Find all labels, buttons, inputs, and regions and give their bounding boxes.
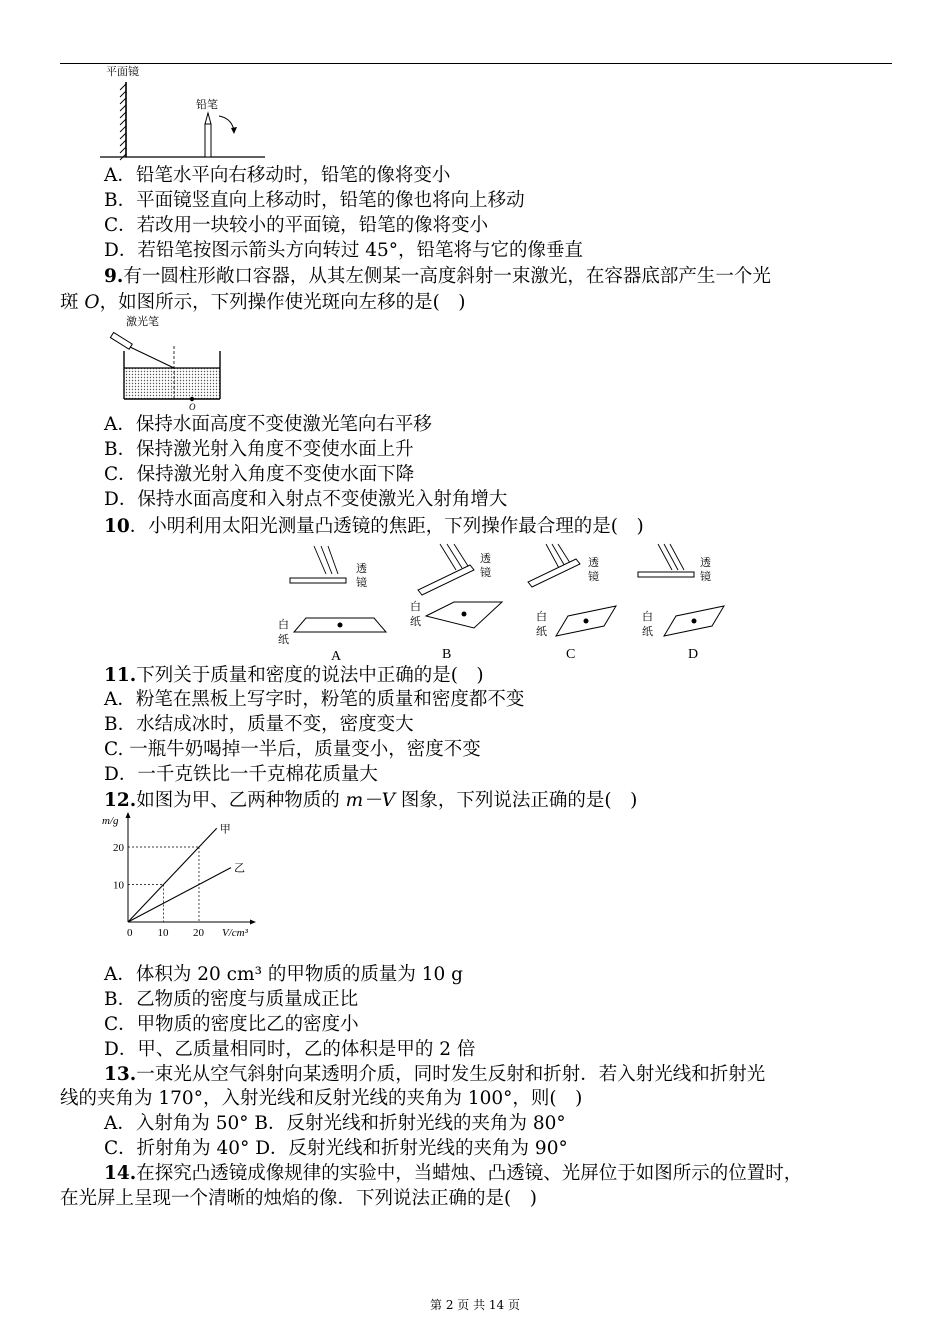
q10-stem: 10．小明利用太阳光测量凸透镜的焦距，下列操作最合理的是( ) (104, 516, 644, 537)
svg-text:纸: 纸 (642, 625, 653, 638)
q12-option-b: B．乙物质的密度与质量成正比 (104, 989, 359, 1010)
svg-text:镜: 镜 (700, 570, 711, 583)
q13-options-cd: C．折射角为 40° D．反射光线和折射光线的夹角为 90° (104, 1138, 568, 1159)
x-tick-0: 0 (127, 927, 133, 939)
lens-figure-c (522, 540, 632, 662)
svg-text:白: 白 (410, 600, 421, 613)
q8-option-c: C．若改用一块较小的平面镜，铅笔的像将变小 (104, 215, 489, 236)
y-tick-10: 10 (113, 879, 124, 892)
y-tick-20: 20 (113, 842, 124, 854)
svg-text:纸: 纸 (410, 615, 421, 628)
series-line-0 (128, 828, 217, 922)
svg-text:镜: 镜 (356, 576, 367, 589)
svg-text:纸: 纸 (536, 625, 547, 638)
caption-c: C (566, 647, 576, 662)
q9-stem-line1: 9.有一圆柱形敞口容器，从其左侧某一高度斜射一束激光，在容器底部产生一个光 (104, 266, 771, 287)
q13-stem-line1: 13.一束光从空气斜射向某透明介质，同时发生反射和折射．若入射光线和折射光 (104, 1064, 766, 1085)
q12-stem: 12.如图为甲、乙两种物质的 m－V 图象，下列说法正确的是( ) (104, 790, 638, 811)
caption-a: A (331, 649, 342, 664)
q9-stem-line2: 斑 O，如图所示，下列操作使光斑向左移的是( ) (60, 292, 466, 313)
spot-o-label: O (189, 402, 196, 412)
q13-stem-line2: 线的夹角为 170°，入射光线和反射光线的夹角为 100°，则( ) (60, 1088, 583, 1109)
x-tick-20: 20 (193, 927, 204, 939)
q9-option-c: C．保持激光射入角度不变使水面下降 (104, 464, 415, 485)
q9-option-b: B．保持激光射入角度不变使水面上升 (104, 439, 414, 460)
svg-text:镜: 镜 (480, 566, 491, 579)
q11-option-d: D．一千克铁比一千克棉花质量大 (104, 764, 378, 785)
q10-number: 10 (104, 516, 130, 537)
q14-number: 14. (104, 1163, 137, 1184)
lens-figure-b (404, 540, 516, 662)
y-axis-label: m/g (102, 815, 119, 827)
svg-text:白: 白 (536, 610, 547, 623)
mirror-pencil-figure (100, 64, 270, 162)
pencil-label: 铅笔 (196, 98, 218, 111)
caption-b: B (442, 647, 452, 662)
series-label-0: 甲 (219, 822, 231, 836)
svg-text:纸: 纸 (278, 633, 289, 646)
q11-number: 11. (104, 665, 137, 686)
lens-figure-d (634, 540, 744, 662)
svg-text:白: 白 (278, 618, 289, 631)
q12-option-c: C．甲物质的密度比乙的密度小 (104, 1014, 359, 1035)
lens-figure-a (276, 540, 396, 662)
x-tick-10: 10 (157, 927, 169, 939)
q9-option-d: D．保持水面高度和入射点不变使激光入射角增大 (104, 489, 508, 510)
q13-options-ab: A．入射角为 50° B．反射光线和折射光线的夹角为 80° (104, 1113, 566, 1134)
svg-text:白: 白 (642, 610, 653, 623)
q11-option-b: B．水结成冰时，质量不变，密度变大 (104, 714, 414, 735)
q11-option-a: A．粉笔在黑板上写字时，粉笔的质量和密度都不变 (104, 689, 525, 710)
q14-stem-line1: 14.在探究凸透镜成像规律的实验中，当蜡烛、凸透镜、光屏位于如图所示的位置时， (104, 1163, 803, 1184)
q14-stem-line2: 在光屏上呈现一个清晰的烛焰的像．下列说法正确的是( ) (60, 1188, 537, 1209)
q11-option-c: C. 一瓶牛奶喝掉一半后，质量变小，密度不变 (104, 739, 481, 760)
q8-option-b: B．平面镜竖直向上移动时，铅笔的像也将向上移动 (104, 190, 525, 211)
q9-number: 9. (104, 266, 124, 287)
q11-stem: 11.下列关于质量和密度的说法中正确的是( ) (104, 665, 484, 686)
q8-option-d: D．若铅笔按图示箭头方向转过 45°，铅笔将与它的像垂直 (104, 240, 584, 261)
q12-number: 12. (104, 790, 137, 811)
m-v-chart (100, 812, 270, 942)
svg-text:透: 透 (480, 552, 491, 565)
svg-text:透: 透 (588, 556, 599, 569)
q12-option-d: D．甲、乙质量相同时，乙的体积是甲的 2 倍 (104, 1039, 476, 1060)
q8-option-a: A．铅笔水平向右移动时，铅笔的像将变小 (104, 165, 451, 186)
caption-d: D (688, 647, 699, 662)
mirror-label: 平面镜 (106, 65, 139, 78)
series-label-1: 乙 (233, 861, 245, 875)
svg-text:透: 透 (700, 556, 711, 569)
svg-text:镜: 镜 (588, 570, 599, 583)
q9-option-a: A．保持水面高度不变使激光笔向右平移 (104, 414, 432, 435)
page-footer: 第 2 页 共 14 页 (430, 1298, 520, 1312)
svg-text:透: 透 (356, 562, 367, 575)
x-axis-label: V/cm³ (222, 927, 248, 939)
q13-number: 13. (104, 1064, 137, 1085)
q12-option-a: A．体积为 20 cm³ 的甲物质的质量为 10 g (104, 964, 464, 985)
laser-container-figure (104, 313, 226, 411)
series-line-1 (128, 868, 231, 922)
laser-pen-label: 激光笔 (126, 315, 159, 328)
